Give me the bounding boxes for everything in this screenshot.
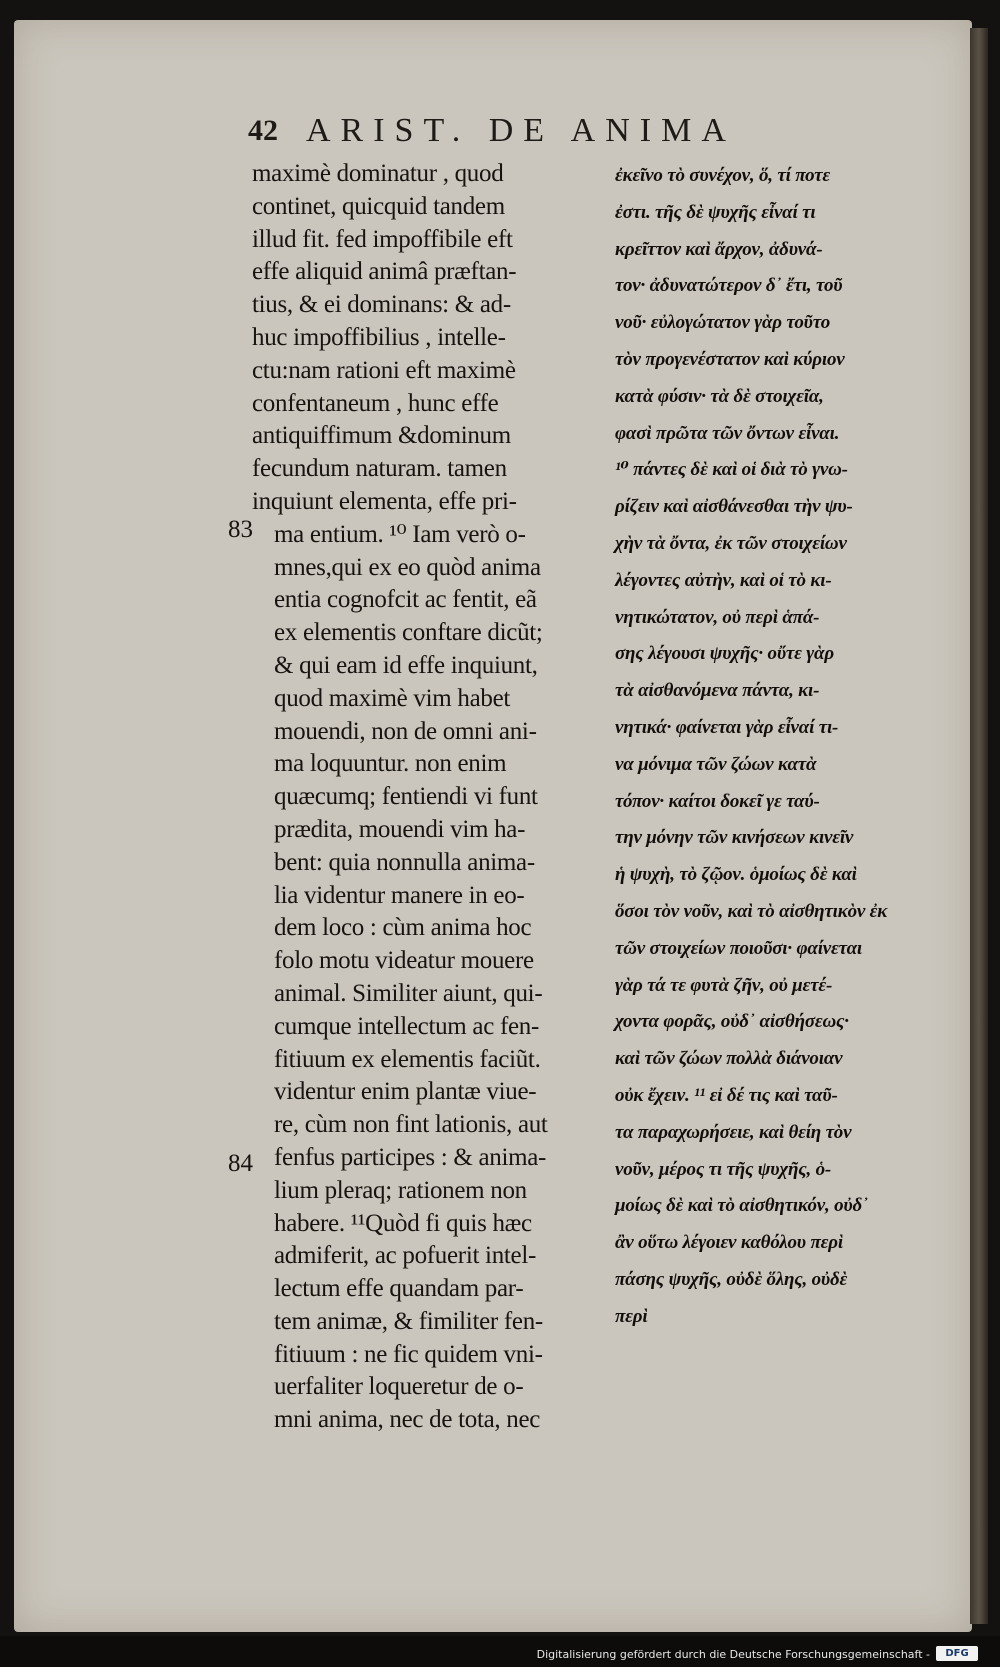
- page-edge: [970, 28, 988, 1624]
- greek-text-line: τα παραχωρήσειε, καὶ θείη τὸν: [615, 1121, 852, 1143]
- latin-text-line: fecundum naturam. tamen: [252, 455, 507, 483]
- latin-text-line: animal. Similiter aiunt, qui-: [274, 979, 543, 1007]
- latin-text-line: quæcumq; fentiendi vi funt: [274, 783, 538, 811]
- footer-credit: Digitalisierung gefördert durch die Deutsche Forschungsgemeinschaft -: [536, 1648, 930, 1661]
- running-head: [248, 112, 808, 162]
- latin-text-line: ex elementis conftare dicũt;: [274, 619, 543, 647]
- latin-text-line: lia videntur manere in eo-: [274, 881, 525, 909]
- greek-text-line: οὐκ ἔχειν. ¹¹ εἰ δέ τις καὶ ταῦ-: [615, 1084, 838, 1106]
- latin-text-line: mnes,qui ex eo quòd anima: [274, 553, 541, 581]
- latin-text-line: ma loquuntur. non enim: [274, 750, 507, 778]
- latin-text-line: dem loco : cùm anima hoc: [274, 914, 532, 942]
- greek-text-line: ὅσοι τὸν νοῦν, καὶ τὸ αἰσθητικὸν ἐκ: [615, 900, 888, 922]
- latin-text-line: ma entium. ¹⁰ Iam verò o-: [274, 520, 526, 548]
- greek-text-line: νητικά· φαίνεται γὰρ εἶναί τι-: [615, 716, 839, 738]
- greek-text-line: κατὰ φύσιν· τὰ δὲ στοιχεῖα,: [615, 385, 824, 407]
- greek-column: [615, 158, 970, 1336]
- greek-text-line: τῶν στοιχείων ποιοῦσι· φαίνεται: [615, 937, 862, 959]
- greek-text-line: χὴν τὰ ὄντα, ἐκ τῶν στοιχείων: [615, 532, 847, 554]
- latin-text-line: cumque intellectum ac fen-: [274, 1012, 539, 1040]
- greek-text-line: μοίως δὲ καὶ τὸ αἰσθητικόν, οὐδ᾽: [615, 1195, 869, 1217]
- greek-text-line: χοντα φορᾶς, οὐδ᾽ αἰσθήσεως·: [615, 1011, 849, 1033]
- latin-text-line: folo motu videatur mouere: [274, 947, 534, 975]
- greek-text-line: τον· ἀδυνατώτερον δ᾽ ἔτι, τοῦ: [615, 275, 843, 297]
- latin-text-line: tius, & ei dominans: & ad-: [252, 291, 511, 319]
- margin-number: 84: [228, 1150, 253, 1177]
- latin-text-line: bent: quia nonnulla anima-: [274, 848, 535, 876]
- latin-text-line: fenfus participes : & anima-: [274, 1143, 547, 1171]
- latin-text-line: ctu:nam rationi eft maximè: [252, 356, 516, 384]
- latin-text-line: fitiuum : ne fic quidem vni-: [274, 1340, 543, 1368]
- greek-text-line: λέγοντες αὐτὴν, καὶ οἱ τὸ κι-: [615, 569, 832, 591]
- latin-text-line: continet, quicquid tandem: [252, 192, 505, 220]
- greek-text-line: κρεῖττον καὶ ἄρχον, ἀδυνά-: [615, 238, 823, 260]
- latin-text-line: admiferit, ac pofuerit intel-: [274, 1242, 537, 1270]
- latin-text-line: fitiuum ex elementis faciũt.: [274, 1045, 541, 1073]
- greek-text-line: νοῦ· εὐλογώτατον γὰρ τοῦτο: [615, 312, 831, 334]
- latin-text-line: antiquiffimum &dominum: [252, 422, 511, 450]
- greek-text-line: φασὶ πρῶτα τῶν ὄντων εἶναι.: [615, 422, 840, 444]
- greek-text-line: ρίζειν καὶ αἰσθάνεσθαι τὴν ψυ-: [615, 496, 853, 518]
- greek-text-line: ἂν οὕτω λέγοιεν καθόλου περὶ: [615, 1232, 843, 1254]
- running-title: ARIST. DE ANIMA: [306, 112, 736, 149]
- latin-text-line: lectum effe quandam par-: [274, 1275, 524, 1303]
- greek-text-line: καὶ τῶν ζώων πολλὰ διάνοιαν: [615, 1048, 843, 1070]
- latin-text-line: prædita, mouendi vim ha-: [274, 815, 526, 843]
- latin-text-line: tem animæ, & fimiliter fen-: [274, 1307, 543, 1335]
- latin-text-line: illud fit. fed impoffibile eft: [252, 225, 513, 253]
- greek-text-line: ¹⁰ πάντες δὲ καὶ οἱ διὰ τὸ γνω-: [615, 459, 848, 481]
- latin-text-line: uerfaliter loqueretur de o-: [274, 1373, 524, 1401]
- margin-number: 83: [228, 516, 253, 543]
- greek-text-line: πάσης ψυχῆς, οὐδὲ ὅλης, οὐδὲ: [615, 1268, 848, 1290]
- latin-text-line: & qui eam id effe inquiunt,: [274, 651, 538, 679]
- greek-text-line: να μόνιμα τῶν ζώων κατὰ: [615, 753, 817, 775]
- latin-text-line: mouendi, non de omni ani-: [274, 717, 537, 745]
- greek-text-line: τὰ αἰσθανόμενα πάντα, κι-: [615, 680, 820, 702]
- latin-text-line: quod maximè vim habet: [274, 684, 511, 712]
- latin-text-line: effe aliquid animâ præftan-: [252, 258, 517, 286]
- greek-text-line: νητικώτατον, οὐ περὶ ἁπά-: [615, 606, 820, 628]
- greek-text-line: την μόνην τῶν κινήσεων κινεῖν: [615, 827, 854, 849]
- dfg-logo: DFG: [936, 1646, 978, 1661]
- latin-text-line: inquiunt elementa, effe pri-: [252, 487, 517, 515]
- latin-text-line: mni anima, nec de tota, nec: [274, 1406, 541, 1434]
- latin-text-line: re, cùm non fint lationis, aut: [274, 1111, 548, 1139]
- greek-text-line: ἡ ψυχὴ, τὸ ζῷον. ὁμοίως δὲ καὶ: [615, 864, 857, 886]
- greek-text-line: σης λέγουσι ψυχῆς· οὔτε γὰρ: [615, 643, 834, 665]
- latin-column: [252, 158, 612, 1437]
- greek-text-line: τόπον· καίτοι δοκεῖ γε ταύ-: [615, 790, 820, 812]
- latin-text-line: huc impoffibilius , intelle-: [252, 323, 506, 351]
- page-number: 42: [248, 114, 278, 147]
- latin-text-line: habere. ¹¹Quòd fi quis hæc: [274, 1209, 532, 1237]
- greek-text-line: νοῦν, μέρος τι τῆς ψυχῆς, ὁ-: [615, 1158, 832, 1180]
- latin-text-line: lium pleraq; rationem non: [274, 1176, 527, 1204]
- greek-text-line: ἐκεῖνο τὸ συνέχον, ὅ, τί ποτε: [615, 165, 830, 186]
- latin-text-line: confentaneum , hunc effe: [252, 389, 499, 417]
- latin-text-line: maximè dominatur , quod: [252, 160, 504, 187]
- greek-text-line: ἐστι. τῆς δὲ ψυχῆς εἶναί τι: [615, 201, 816, 223]
- greek-text-line: τὸν προγενέστατον καὶ κύριον: [615, 348, 845, 370]
- latin-text-line: videntur enim plantæ viue-: [274, 1078, 537, 1106]
- greek-text-line: γὰρ τά τε φυτὰ ζῆν, οὐ μετέ-: [615, 974, 833, 996]
- latin-text-line: entia cognofcit ac fentit, eã: [274, 586, 537, 614]
- greek-text-line: περὶ: [615, 1305, 648, 1327]
